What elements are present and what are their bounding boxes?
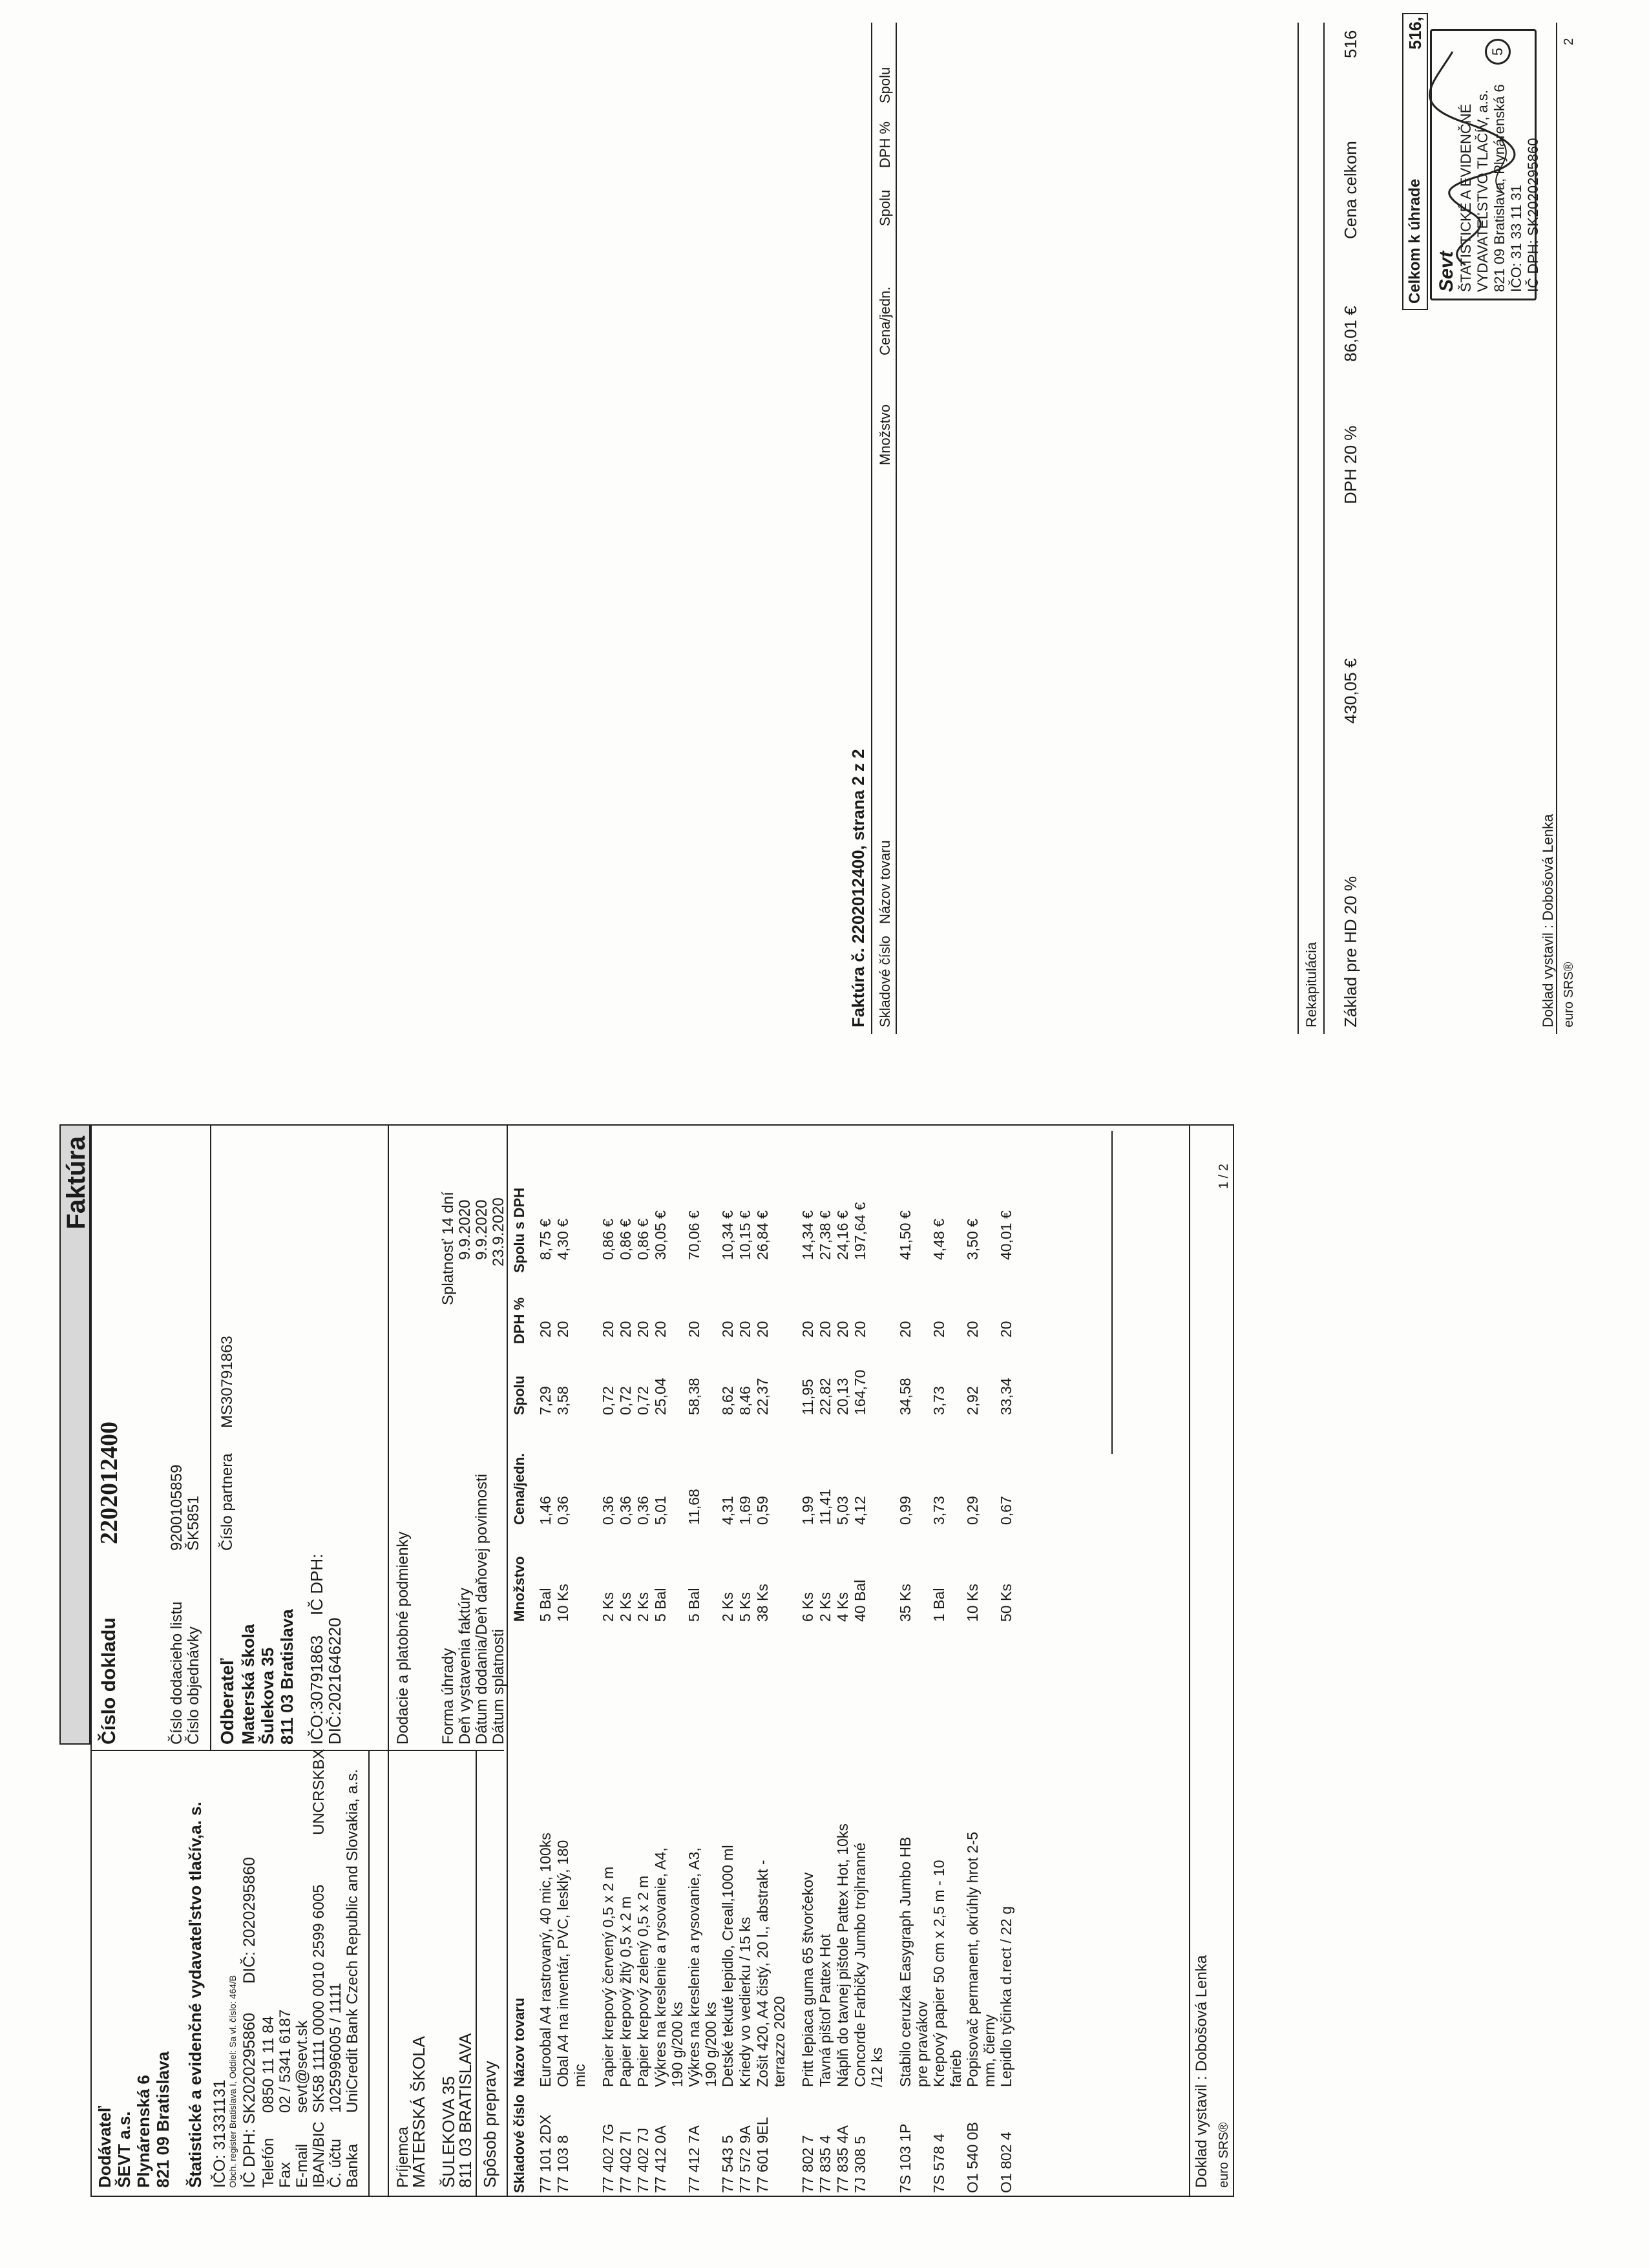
cell-code: 77 601 9EL [754, 2117, 771, 2193]
tax-base-label: Základ pre HD 20 % [1341, 876, 1360, 1027]
table-top-line [507, 1124, 508, 2197]
cell-name: Concorde Farbičky Jumbo trojhranné [852, 1842, 868, 2087]
stamp-line-2: VYDAVATEĽSTVO TLAČÍV, a.s. [1475, 89, 1491, 292]
cell-code: 77 543 5 [719, 2135, 736, 2193]
doc-divider [210, 1124, 211, 1751]
cell-qty: 5 Ks [737, 1591, 753, 1622]
vat-value: 86,01 € [1341, 306, 1360, 362]
cell-total-vat: 8,75 € [537, 1219, 554, 1260]
cell-total: 34,58 [897, 1378, 914, 1415]
cell-name: mm, čierny [981, 2014, 998, 2087]
cell-name: Euroobal A4 rastrovaný, 40 mic, 100ks [537, 1832, 554, 2087]
cell-unit: 4,31 [719, 1496, 736, 1525]
recipient-street: ŠULEKOVA 35 [439, 2076, 458, 2188]
cell-unit: 0,29 [964, 1496, 981, 1525]
cell-total-vat: 10,34 € [719, 1210, 736, 1260]
cell-vat: 20 [930, 1321, 947, 1338]
cell-name: Stabilo ceruzka Easygraph Jumbo HB [897, 1836, 914, 2087]
payment-form-label: Forma úhrady [439, 1648, 457, 1745]
p2-col-unit: Cena/jedn. [877, 286, 893, 355]
cell-total-vat: 0,86 € [635, 1219, 651, 1260]
cell-total: 8,62 [719, 1386, 736, 1415]
supplier-email[interactable]: sevt@sevt.sk [293, 2020, 311, 2113]
cell-vat: 20 [817, 1321, 834, 1338]
cell-code: 77 101 2DX [537, 2114, 554, 2193]
supply-date: 9.9.2020 [473, 1199, 490, 1260]
cell-vat: 20 [537, 1321, 554, 1338]
cell-unit: 0,36 [635, 1496, 651, 1525]
delivery-note-label: Číslo dodacieho listu [168, 1601, 185, 1745]
doc-number-label: Číslo dokladu [98, 1617, 120, 1745]
cell-total: 0,72 [600, 1386, 616, 1415]
doc-type-title: Faktúra [62, 1136, 90, 1230]
supplier-bank: UniCredit Bank Czech Republic and Slovakia, a.s. [344, 1769, 361, 2113]
cell-name: Pritt lepiaca guma 65 štvorčekov [799, 1872, 816, 2087]
stamp-line-1: ŠTATISTICKÉ A EVIDENČNÉ [1458, 103, 1474, 292]
cell-total-vat: 197,64 € [852, 1202, 868, 1260]
customer-heading: Odberateľ [217, 1658, 237, 1745]
customer-icdph: IČ DPH: [307, 1553, 326, 1615]
cell-code: 77 402 7J [635, 2127, 651, 2193]
cell-total-vat: 4,30 € [554, 1219, 571, 1260]
recipient-heading: Príjemca [394, 2126, 412, 2188]
cell-qty: 2 Ks [817, 1591, 834, 1622]
cell-total: 0,72 [635, 1386, 651, 1415]
cell-qty: 1 Bal [930, 1588, 947, 1622]
due-date-label: Dátum splatnosti [490, 1629, 507, 1745]
cell-qty: 2 Ks [719, 1591, 736, 1622]
page2-title: Faktúra č. 2202012400, strana 2 z 2 [848, 749, 868, 1027]
cell-unit: 0,36 [617, 1496, 634, 1525]
p2-issued-by: Doklad vystavil : Dobošová Lenka [1540, 814, 1556, 1027]
vat-label: DPH 20 % [1341, 425, 1360, 504]
invoice-page-2 [845, 17, 1585, 1034]
recap-top-line [1297, 23, 1299, 1034]
cell-unit: 11,68 [686, 1489, 702, 1525]
cell-total-vat: 0,86 € [617, 1219, 634, 1260]
cell-total: 3,58 [554, 1386, 571, 1415]
stamp-line-3: 821 09 Bratislava, Plynárenská 6 [1491, 84, 1507, 292]
cell-name: Náplň do tavnej pištole Pattex Hot, 10ks [834, 1823, 851, 2087]
supplier-full-name: Štatistické a evidenčné vydavateľstvo tlačív,a. s. [185, 1801, 205, 2188]
cell-vat: 20 [897, 1321, 914, 1338]
recipient-divider [476, 1751, 477, 2197]
footer-line [1189, 1124, 1190, 2197]
doc-number: 2202012400 [96, 1422, 123, 1544]
cell-qty: 2 Ks [635, 1591, 651, 1622]
cell-code: 77 412 7A [686, 2125, 702, 2193]
supplier-email-label: E-mail [293, 2143, 311, 2188]
cell-vat: 20 [964, 1321, 981, 1338]
cell-code: 7S 578 4 [930, 2133, 947, 2193]
cell-vat: 20 [834, 1321, 851, 1338]
col-vat: DPH % [511, 1297, 527, 1344]
supplier-phone: 0850 11 11 84 [260, 2016, 277, 2113]
signature [1427, 39, 1543, 271]
cell-total-vat: 30,05 € [652, 1210, 669, 1260]
cell-total-vat: 26,84 € [754, 1210, 771, 1260]
col-unit-price: Cena/jedn. [511, 1453, 527, 1525]
issue-date-label: Deň vystavenia faktúry [456, 1588, 474, 1745]
supplier-city: 821 09 Bratislava [153, 2051, 173, 2188]
partner-number: MS30791863 [218, 1336, 236, 1428]
cell-total-vat: 70,06 € [686, 1210, 702, 1260]
cell-code: 7J 308 5 [852, 2136, 868, 2193]
supplier-dic: DIČ: 2020295860 [240, 1857, 258, 1984]
cell-qty: 35 Ks [897, 1584, 914, 1622]
cell-total-vat: 0,86 € [600, 1219, 616, 1260]
col-name: Názov tovaru [511, 1997, 527, 2087]
col-total: Spolu [511, 1375, 527, 1415]
cell-unit: 1,99 [799, 1496, 816, 1525]
recap-line [1323, 23, 1325, 1034]
cell-name: Papier krepový zelený 0,5 x 2 m [635, 1875, 651, 2087]
cell-code: O1 540 0B [964, 2122, 981, 2193]
cell-qty: 5 Bal [652, 1588, 669, 1622]
cell-name: Papier krepový červený 0,5 x 2 m [600, 1866, 616, 2087]
cell-code: 77 835 4 [817, 2135, 834, 2193]
cell-total: 20,13 [834, 1378, 851, 1415]
p2-col-qty: Množstvo [877, 404, 893, 465]
p2-col-total-vat: Spolu [877, 67, 893, 103]
cell-vat: 20 [554, 1321, 571, 1338]
cell-vat: 20 [852, 1321, 868, 1338]
total-price-label: Cena celkom [1341, 141, 1360, 239]
cell-qty: 10 Ks [964, 1584, 981, 1622]
cell-unit: 5,01 [652, 1496, 669, 1525]
header-divider [90, 1750, 504, 1751]
order-number: ŠK5851 [185, 1495, 202, 1551]
total-due-box [1402, 13, 1428, 310]
cell-name: mic [571, 2064, 588, 2087]
stamp-number: 5 [1485, 39, 1511, 65]
cell-total: 3,73 [930, 1386, 947, 1415]
cell-name: 190 g/200 ks [669, 2002, 686, 2087]
supplier-fax-label: Fax [277, 2161, 294, 2188]
cell-qty: 10 Ks [554, 1584, 571, 1622]
cell-name: Popisovač permanent, okrúhly hrot 2-5 [964, 1831, 981, 2087]
cell-vat: 20 [635, 1321, 651, 1338]
cell-total-vat: 14,34 € [799, 1210, 816, 1260]
cell-unit: 0,99 [897, 1496, 914, 1525]
cell-code: 77 402 7I [617, 2131, 634, 2193]
cell-code: 77 802 7 [799, 2135, 816, 2193]
cell-name: Obal A4 na inventár, PVC, lesklý, 180 [554, 1840, 571, 2087]
cell-total-vat: 27,38 € [817, 1210, 834, 1260]
stamp-line-5: IČ DPH: SK2020295860 [1525, 138, 1541, 292]
cell-qty: 5 Bal [686, 1588, 702, 1622]
cell-code: 77 103 8 [554, 2135, 571, 2193]
shipping-label: Spôsob prepravy [480, 2061, 499, 2188]
cell-unit: 5,03 [834, 1496, 851, 1525]
payment-form: Splatnosť 14 dní [439, 1192, 457, 1305]
total-price-value: 516 [1341, 30, 1360, 58]
supply-date-label: Dátum dodania/Deň daňovej povinnosti [473, 1474, 490, 1745]
cell-unit: 1,46 [537, 1496, 554, 1525]
cell-name: pre pravákov [914, 2001, 930, 2087]
cell-vat: 20 [737, 1321, 753, 1338]
cell-name: Výkres na kreslenie a rysovanie, A3, [686, 1847, 702, 2087]
cell-total-vat: 3,50 € [964, 1219, 981, 1260]
supplier-phone-label: Telefón [260, 2137, 277, 2188]
supplier-bic: UNCRSKBX [310, 1748, 328, 1835]
cell-name: Krepový papier 50 cm x 2,5 m - 10 [930, 1860, 947, 2087]
cell-qty: 40 Bal [852, 1579, 868, 1622]
sum-line [1111, 1131, 1113, 1454]
col-total-vat: Spolu s DPH [511, 1187, 527, 1273]
page-number: 1 / 2 [1217, 1164, 1231, 1189]
cell-unit: 4,12 [852, 1496, 868, 1525]
customer-city: 811 03 Bratislava [277, 1609, 297, 1745]
cell-total: 22,82 [817, 1378, 834, 1415]
cell-vat: 20 [600, 1321, 616, 1338]
cell-code: 77 412 0A [652, 2125, 669, 2193]
cell-vat: 20 [719, 1321, 736, 1338]
terms-heading: Dodacie a platobné podmienky [394, 1531, 412, 1745]
p2-software: euro SRS® [1562, 961, 1576, 1027]
cell-vat: 20 [754, 1321, 771, 1338]
software-label: euro SRS® [1217, 2122, 1231, 2188]
cell-name: Papier krepový žltý 0,5 x 2 m [617, 1896, 634, 2087]
customer-divider [388, 1124, 389, 2197]
delivery-note-number: 9200105859 [168, 1464, 185, 1551]
stamp-logo: Sevt [1436, 251, 1457, 292]
cell-unit: 11,41 [817, 1489, 834, 1525]
due-date: 23.9.2020 [490, 1197, 507, 1266]
cell-code: 77 402 7G [600, 2123, 616, 2193]
issued-by: Doklad vystavil : Dobošová Lenka [1193, 1955, 1210, 2188]
supplier-heading: Dodávateľ [95, 2105, 114, 2188]
supplier-bank-label: Banka [344, 2143, 361, 2188]
partner-label: Číslo partnera [218, 1453, 236, 1551]
p2-page-number: 2 [1562, 37, 1576, 45]
cell-name: Zošit 420, A4 čistý, 20 l., abstrakt - [754, 1860, 771, 2087]
cell-vat: 20 [998, 1321, 1014, 1338]
supplier-iban: SK58 1111 0000 0010 2599 6005 [310, 1884, 328, 2113]
issue-date: 9.9.2020 [456, 1199, 474, 1260]
cell-unit: 0,36 [554, 1496, 571, 1525]
cell-total-vat: 10,15 € [737, 1210, 753, 1260]
cell-unit: 0,36 [600, 1496, 616, 1525]
customer-dic: DIČ:2021646220 [325, 1617, 344, 1745]
cell-qty: 5 Bal [537, 1588, 554, 1622]
cell-vat: 20 [686, 1321, 702, 1338]
cell-name: /12 ks [868, 2047, 885, 2087]
cell-vat: 20 [617, 1321, 634, 1338]
total-due-value: 516, [1405, 17, 1425, 50]
page2-title-line [871, 23, 872, 1034]
title-bar [59, 1124, 90, 1745]
total-due-label: Celkom k úhrade [1406, 178, 1423, 304]
cell-total: 0,72 [617, 1386, 634, 1415]
cell-name: Detské tekuté lepidlo, Creall,1000 ml [719, 1845, 736, 2087]
supplier-account-label: Č. účtu [327, 2138, 344, 2188]
cell-total-vat: 24,16 € [834, 1210, 851, 1260]
cell-name: Výkres na kreslenie a rysovanie, A4, [652, 1847, 669, 2087]
p2-col-total: Spolu [877, 189, 893, 226]
p2-header-line [896, 23, 897, 1034]
cell-unit: 3,73 [930, 1496, 947, 1525]
supplier-street: Plynárenská 6 [134, 2075, 153, 2188]
supplier-iban-label: IBAN/BIC [310, 2121, 328, 2188]
supplier-fax: 02 / 5341 6187 [277, 2009, 294, 2113]
cell-total: 164,70 [852, 1369, 868, 1415]
cell-vat: 20 [799, 1321, 816, 1338]
cell-total: 25,04 [652, 1378, 669, 1415]
recipient-name: MATERSKÁ ŠKOLA [409, 2035, 428, 2188]
cell-code: 77 572 9A [737, 2125, 753, 2193]
invoice-page-1 [62, 1124, 1234, 2197]
cell-total: 7,29 [537, 1386, 554, 1415]
cell-qty: 4 Ks [834, 1591, 851, 1622]
cell-unit: 1,69 [737, 1496, 753, 1525]
cell-total: 11,95 [799, 1379, 816, 1415]
cell-total-vat: 40,01 € [998, 1210, 1014, 1260]
supplier-ic-dph: IČ DPH: SK2020295860 [240, 2012, 258, 2188]
customer-ico: IČO:30791863 [307, 1635, 326, 1745]
cell-name: 190 g/200 ks [702, 2002, 719, 2087]
customer-name: Materská škola [238, 1624, 258, 1745]
supplier-register: Obch. register Bratislava I, Oddiel: Sa vl. číslo: 464/B [227, 1975, 238, 2188]
cell-name: Kriedy vo vedierku / 15 ks [737, 1916, 753, 2087]
col-qty: Množstvo [511, 1556, 527, 1622]
p2-col-code: Skladové číslo [877, 936, 893, 1027]
cell-total-vat: 4,48 € [930, 1219, 947, 1260]
cell-vat: 20 [652, 1321, 669, 1338]
p2-col-name: Názov tovaru [877, 840, 893, 924]
tax-base-value: 430,05 € [1341, 658, 1360, 724]
stamp-line-4: IČO: 31 33 11 31 [1508, 185, 1524, 292]
cell-total: 8,46 [737, 1386, 753, 1415]
cell-qty: 6 Ks [799, 1591, 816, 1622]
cell-qty: 38 Ks [754, 1584, 771, 1622]
supplier-name: ŠEVT a.s. [114, 2111, 134, 2188]
supplier-ico: IČO: 31331131 [211, 2079, 229, 2188]
cell-name: Tavná pištoľ Pattex Hot [817, 1934, 834, 2087]
supplier-divider [368, 1751, 370, 2197]
cell-total: 33,34 [998, 1378, 1014, 1415]
cell-qty: 2 Ks [600, 1591, 616, 1622]
cell-unit: 0,59 [754, 1496, 771, 1525]
p2-col-vat: DPH % [877, 121, 893, 168]
recipient-city: 811 03 BRATISLAVA [456, 2033, 475, 2188]
cell-name: Lepidlo tyčinka d.rect / 22 g [998, 1906, 1014, 2087]
cell-code: 7S 103 1P [897, 2123, 914, 2193]
col-code: Skladové číslo [511, 2094, 527, 2193]
cell-qty: 50 Ks [998, 1584, 1014, 1622]
cell-unit: 0,67 [998, 1496, 1014, 1525]
cell-code: O1 802 4 [998, 2132, 1014, 2193]
cell-total: 22,37 [754, 1378, 771, 1415]
cell-qty: 2 Ks [617, 1591, 634, 1622]
cell-name: terrazzo 2020 [771, 1996, 788, 2087]
order-label: Číslo objednávky [185, 1626, 202, 1745]
customer-street: Šulekova 35 [258, 1647, 277, 1745]
supplier-account: 1025996005 / 1111 [327, 1982, 344, 2113]
cell-total-vat: 41,50 € [897, 1210, 914, 1260]
cell-name: farieb [947, 2050, 964, 2087]
cell-code: 77 835 4A [834, 2125, 851, 2193]
cell-total: 58,38 [686, 1378, 702, 1415]
recap-label: Rekapitulácia [1303, 941, 1319, 1027]
cell-total: 2,92 [964, 1386, 981, 1415]
